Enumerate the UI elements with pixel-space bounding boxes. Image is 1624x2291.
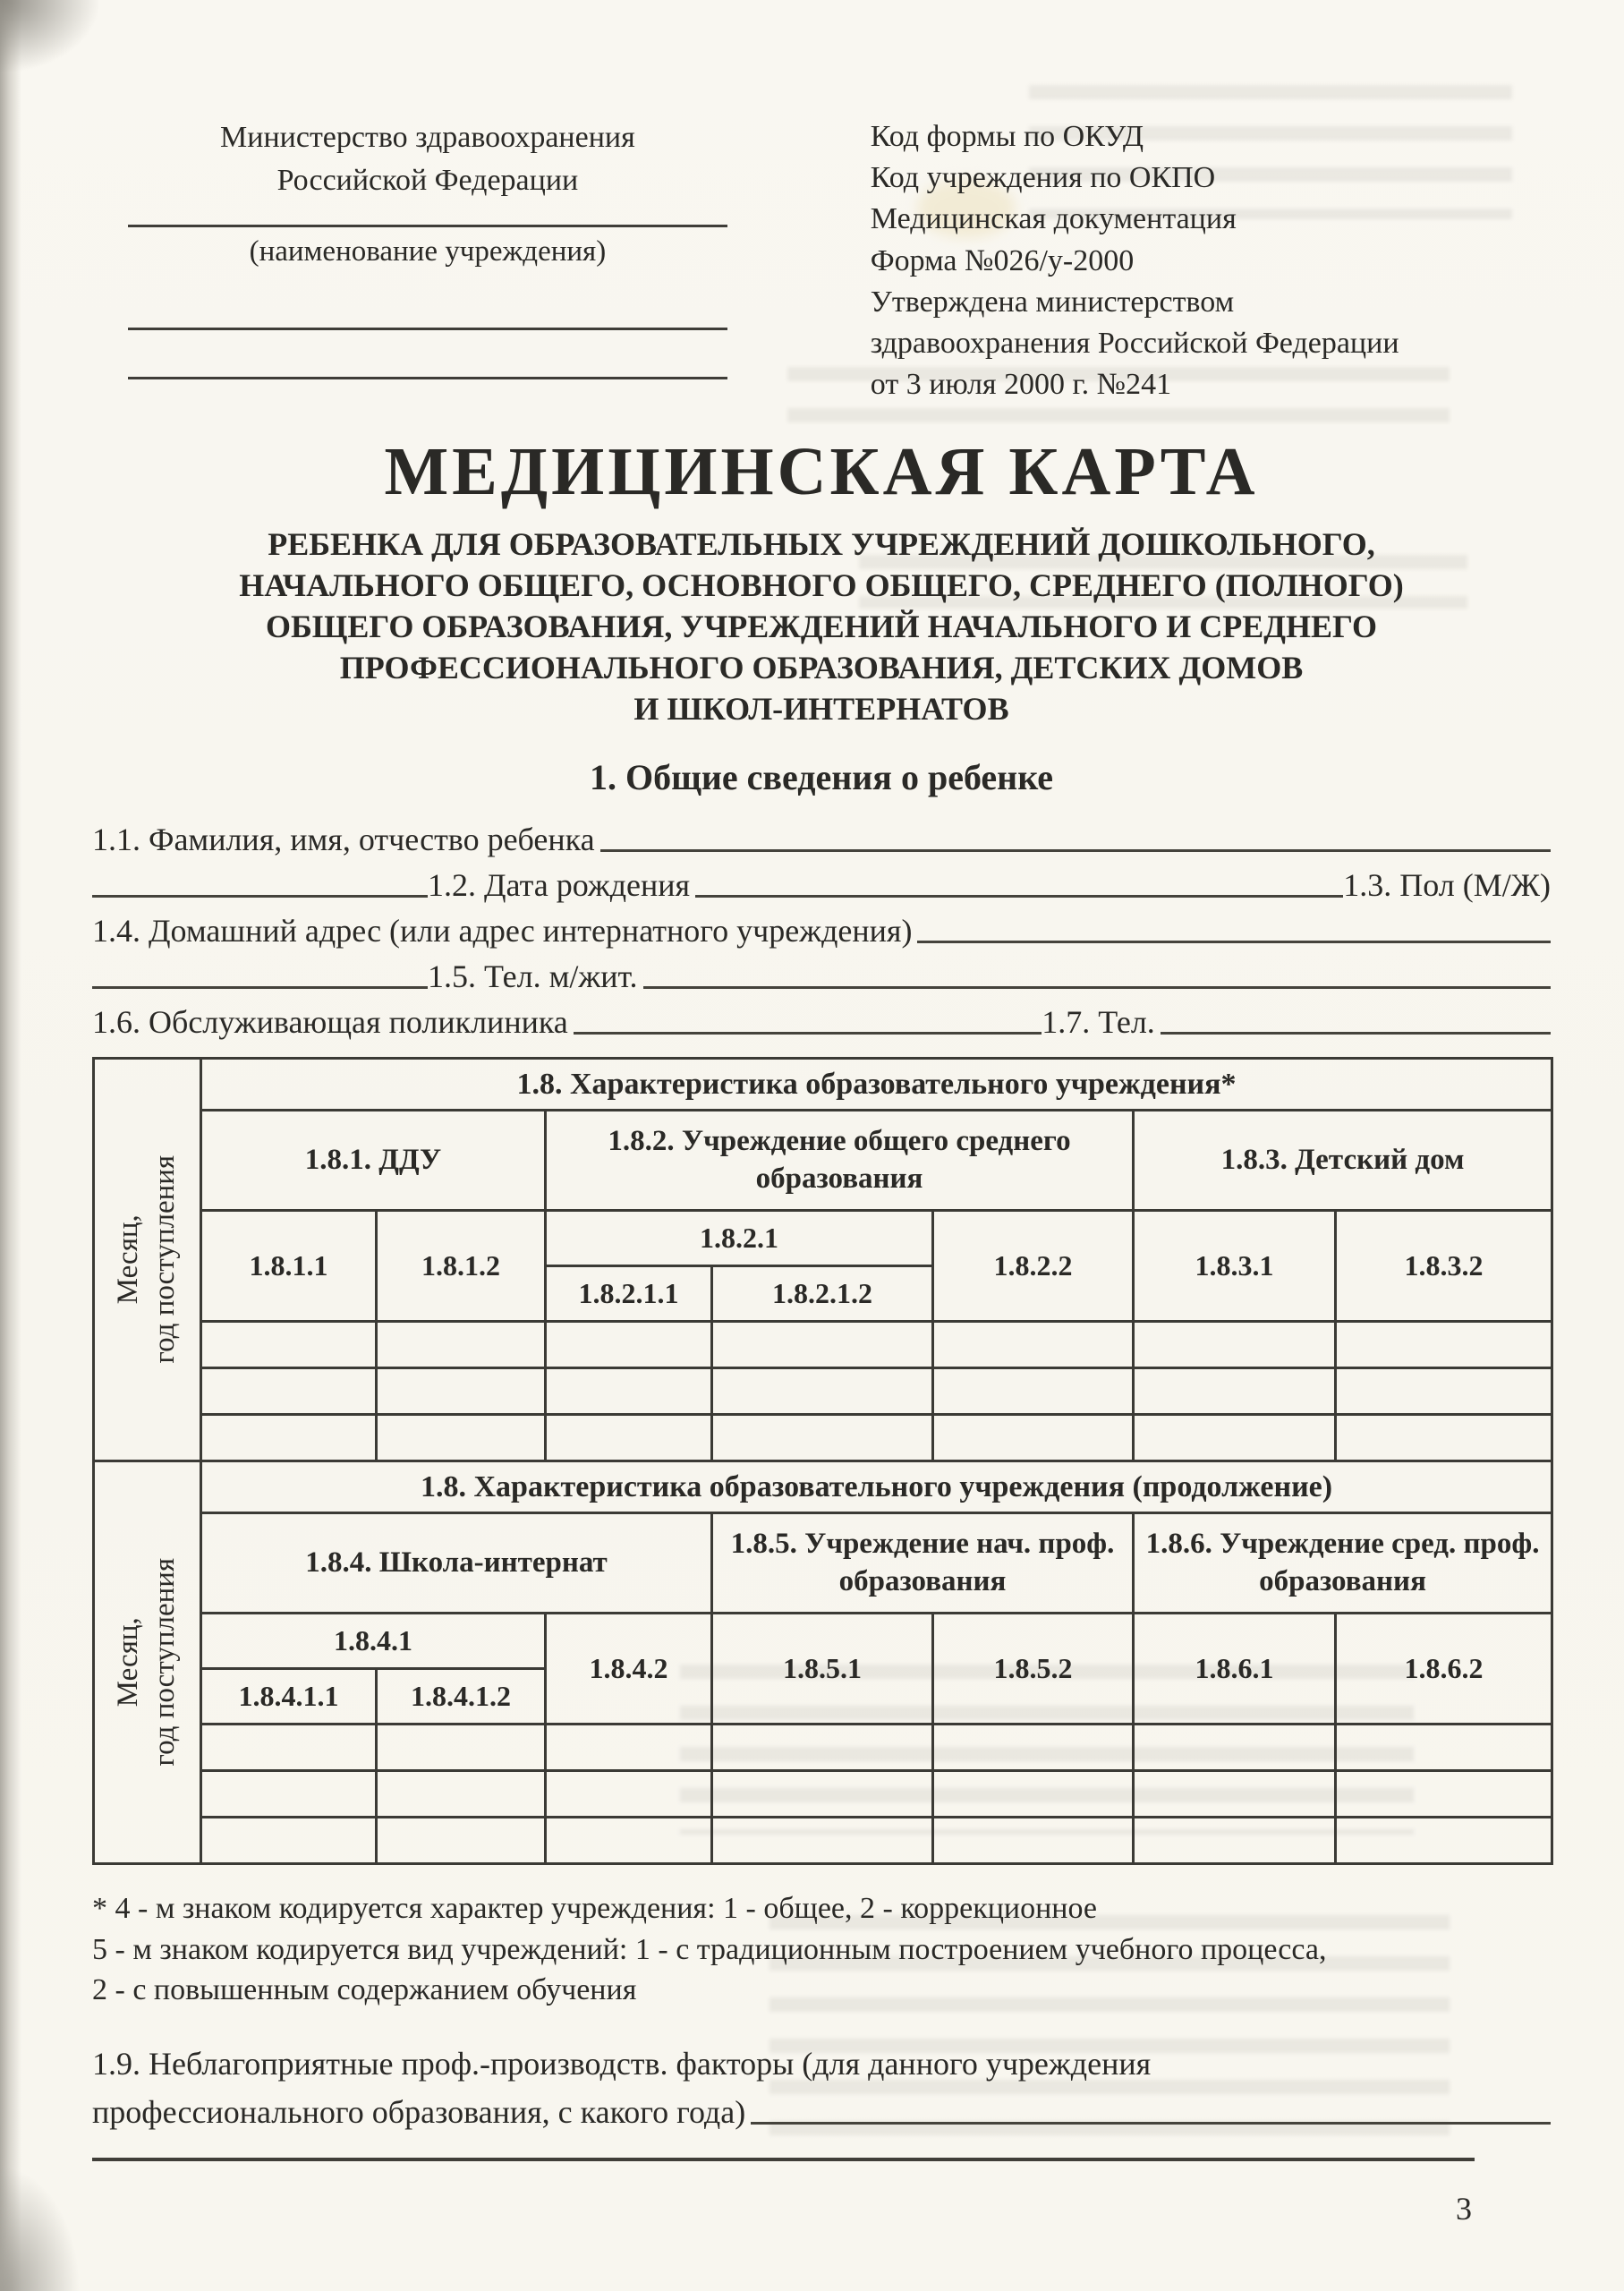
side-label-line2: год поступления xyxy=(149,1558,182,1767)
field-row-1-5 xyxy=(92,950,1551,995)
table2-group-primary-vocational: 1.8.5. Учреждение нач. проф. образования xyxy=(712,1513,1134,1614)
table2-col-1-8-4-1-1: 1.8.4.1.1 xyxy=(201,1669,377,1725)
empty-cell xyxy=(1336,1725,1552,1771)
empty-cell xyxy=(1134,1771,1336,1818)
code-okud-line: Код формы по ОКУД xyxy=(870,120,1144,153)
field-label-1-2: 1.2. Дата рождения xyxy=(428,867,691,904)
general-info-fields xyxy=(92,813,1551,1041)
table2-empty-row xyxy=(94,1725,1552,1771)
empty-cell xyxy=(1336,1415,1552,1461)
empty-cell xyxy=(377,1322,546,1368)
table1-col-1-8-3-2: 1.8.3.2 xyxy=(1336,1211,1552,1322)
empty-cell xyxy=(546,1322,712,1368)
document-title: МЕДИЦИНСКАЯ КАРТА xyxy=(384,433,1259,509)
scan-corner-curl-bottom xyxy=(0,2166,81,2291)
empty-cell xyxy=(546,1818,712,1864)
empty-cell xyxy=(712,1771,933,1818)
table2-empty-row xyxy=(94,1771,1552,1818)
field-label-1-7: 1.7. Тел. xyxy=(1042,1004,1155,1041)
table1-group-ddu: 1.8.1. ДДУ xyxy=(201,1111,546,1211)
blank-line xyxy=(128,225,727,227)
empty-cell xyxy=(933,1322,1134,1368)
empty-cell xyxy=(546,1415,712,1461)
table1-side-label-cell xyxy=(94,1059,201,1461)
table2-col-1-8-6-2: 1.8.6.2 xyxy=(1336,1614,1552,1725)
table2-col-1-8-4-1-2: 1.8.4.1.2 xyxy=(377,1669,546,1725)
table1-col-1-8-2-1-2: 1.8.2.1.2 xyxy=(712,1266,933,1322)
blank-line xyxy=(643,986,1551,989)
table1-group-orphanage: 1.8.3. Детский дом xyxy=(1134,1111,1552,1211)
empty-cell xyxy=(712,1725,933,1771)
field-label-1-9-line1: 1.9. Неблагоприятные проф.-производств. факторы (для данного учреждения xyxy=(92,2045,1152,2082)
table1-caption: 1.8. Характеристика образовательного учреждения* xyxy=(201,1059,1552,1111)
institution-name-caption: (наименование учреждения) xyxy=(249,234,607,268)
table2-group-boarding-school: 1.8.4. Школа-интернат xyxy=(201,1513,712,1614)
table2-col-1-8-6-1: 1.8.6.1 xyxy=(1134,1614,1336,1725)
table1-side-label xyxy=(95,1060,200,1460)
table2-col-1-8-5-1: 1.8.5.1 xyxy=(712,1614,933,1725)
field-row-1-1 xyxy=(92,813,1551,858)
ministry-line-1: Министерство здравоохранения xyxy=(220,121,635,154)
empty-cell xyxy=(546,1725,712,1771)
side-label-line1: Месяц, xyxy=(112,1214,145,1305)
subtitle-line: ОБЩЕГО ОБРАЗОВАНИЯ, УЧРЕЖДЕНИЙ НАЧАЛЬНОГО И СРЕДНЕГО xyxy=(266,608,1377,644)
page-number: 3 xyxy=(1456,2190,1472,2227)
empty-cell xyxy=(1336,1818,1552,1864)
section-1-heading: 1. Общие сведения о ребенке xyxy=(589,757,1054,798)
empty-cell xyxy=(933,1771,1134,1818)
table2-col-1-8-4-2: 1.8.4.2 xyxy=(546,1614,712,1725)
empty-cell xyxy=(1134,1818,1336,1864)
field-row-1-9-line2 xyxy=(92,2082,1551,2131)
table1-group-secondary: 1.8.2. Учреждение общего среднего образования xyxy=(546,1111,1134,1211)
subtitle-line: НАЧАЛЬНОГО ОБЩЕГО, ОСНОВНОГО ОБЩЕГО, СРЕДНЕГО (ПОЛНОГО) xyxy=(239,566,1404,603)
issuer-block xyxy=(92,79,763,379)
side-label-line2: год поступления xyxy=(149,1155,182,1364)
table2-col-1-8-5-2: 1.8.5.2 xyxy=(933,1614,1134,1725)
table-1-8-characteristics xyxy=(92,1057,1553,1462)
empty-cell xyxy=(201,1322,377,1368)
scan-edge-shadow xyxy=(0,0,21,2291)
empty-cell xyxy=(712,1322,933,1368)
footnote-line: 2 - с повышенным содержанием обучения xyxy=(92,1973,637,2007)
blank-line xyxy=(1161,1032,1551,1035)
side-label-line1: Месяц, xyxy=(112,1617,145,1708)
field-1-9 xyxy=(92,2034,1551,2131)
blank-line xyxy=(917,941,1551,943)
document-subtitle xyxy=(92,524,1551,729)
approved-line-1: Утверждена министерством xyxy=(870,285,1235,319)
form-number-line: Форма №026/у-2000 xyxy=(870,243,1135,277)
empty-cell xyxy=(712,1368,933,1415)
field-row-1-2-1-3 xyxy=(92,858,1551,904)
approved-line-2: здравоохранения Российской Федерации xyxy=(870,327,1399,361)
empty-cell xyxy=(377,1818,546,1864)
table1-col-1-8-1-1: 1.8.1.1 xyxy=(201,1211,377,1322)
blank-line xyxy=(695,895,1343,898)
table2-side-label-cell xyxy=(94,1461,201,1864)
table1-empty-row xyxy=(94,1415,1552,1461)
field-label-1-5: 1.5. Тел. м/жит. xyxy=(428,958,638,995)
empty-cell xyxy=(712,1415,933,1461)
table1-empty-row xyxy=(94,1368,1552,1415)
table2-caption: 1.8. Характеристика образовательного учреждения (продолжение) xyxy=(201,1461,1552,1513)
empty-cell xyxy=(1336,1368,1552,1415)
empty-cell xyxy=(1134,1368,1336,1415)
form-header xyxy=(92,79,1551,406)
empty-cell xyxy=(1336,1771,1552,1818)
scan-corner-curl-top xyxy=(0,0,98,72)
empty-cell xyxy=(201,1725,377,1771)
subtitle-line: РЕБЕНКА ДЛЯ ОБРАЗОВАТЕЛЬНЫХ УЧРЕЖДЕНИЙ ДОШКОЛЬНОГО, xyxy=(268,525,1375,562)
table1-col-1-8-2-1: 1.8.2.1 xyxy=(546,1211,933,1266)
empty-cell xyxy=(546,1368,712,1415)
blank-line xyxy=(92,986,428,989)
medical-documentation-line: Медицинская документация xyxy=(870,202,1237,236)
empty-cell xyxy=(933,1415,1134,1461)
blank-line xyxy=(128,377,727,379)
footnote-line: * 4 - м знаком кодируется характер учреждения: 1 - общее, 2 - коррекционное xyxy=(92,1892,1098,1926)
empty-cell xyxy=(933,1368,1134,1415)
empty-cell xyxy=(377,1415,546,1461)
approved-line-3: от 3 июля 2000 г. №241 xyxy=(870,368,1172,402)
field-row-1-9-line1 xyxy=(92,2034,1551,2082)
table2-empty-row xyxy=(94,1818,1552,1864)
field-label-1-6: 1.6. Обслуживающая поликлиника xyxy=(92,1004,568,1041)
empty-cell xyxy=(546,1771,712,1818)
bottom-divider-line xyxy=(92,2158,1475,2161)
ministry-line-2: Российской Федерации xyxy=(276,164,579,198)
empty-cell xyxy=(201,1368,377,1415)
field-row-1-4 xyxy=(92,904,1551,950)
page-content xyxy=(92,79,1551,2227)
empty-cell xyxy=(377,1725,546,1771)
subtitle-line: И ШКОЛ-ИНТЕРНАТОВ xyxy=(633,690,1009,727)
field-label-1-4: 1.4. Домашний адрес (или адрес интернатного учреждения) xyxy=(92,913,913,950)
empty-cell xyxy=(201,1415,377,1461)
table2-group-secondary-vocational: 1.8.6. Учреждение сред. проф. образования xyxy=(1134,1513,1552,1614)
field-label-1-1: 1.1. Фамилия, имя, отчество ребенка xyxy=(92,822,595,858)
blank-line xyxy=(751,2122,1551,2125)
footnote-line: 5 - м знаком кодируется вид учреждений: 1 - с традиционным построением учебного процесса, xyxy=(92,1932,1327,1966)
table1-col-1-8-3-1: 1.8.3.1 xyxy=(1134,1211,1336,1322)
empty-cell xyxy=(933,1818,1134,1864)
form-codes-block xyxy=(763,79,1551,406)
table1-col-1-8-1-2: 1.8.1.2 xyxy=(377,1211,546,1322)
field-label-1-9-line2: профессионального образования, с какого года) xyxy=(92,2093,746,2130)
table2-col-1-8-4-1: 1.8.4.1 xyxy=(201,1614,546,1669)
empty-cell xyxy=(377,1368,546,1415)
blank-line xyxy=(92,895,428,898)
table-footnote xyxy=(92,1888,1551,2011)
empty-cell xyxy=(377,1771,546,1818)
blank-line xyxy=(574,1032,1042,1035)
field-label-1-3: 1.3. Пол (М/Ж) xyxy=(1343,867,1551,904)
empty-cell xyxy=(1134,1725,1336,1771)
empty-cell xyxy=(933,1725,1134,1771)
table1-col-1-8-2-1-1: 1.8.2.1.1 xyxy=(546,1266,712,1322)
empty-cell xyxy=(1336,1322,1552,1368)
code-okpo-line: Код учреждения по ОКПО xyxy=(870,161,1216,195)
empty-cell xyxy=(1134,1322,1336,1368)
table-1-8-characteristics-continued xyxy=(92,1460,1553,1865)
blank-line xyxy=(128,328,727,330)
blank-line xyxy=(600,849,1551,852)
empty-cell xyxy=(1134,1415,1336,1461)
table1-col-1-8-2-2: 1.8.2.2 xyxy=(933,1211,1134,1322)
subtitle-line: ПРОФЕССИОНАЛЬНОГО ОБРАЗОВАНИЯ, ДЕТСКИХ ДОМОВ xyxy=(339,649,1304,686)
empty-cell xyxy=(201,1818,377,1864)
empty-cell xyxy=(201,1771,377,1818)
table1-empty-row xyxy=(94,1322,1552,1368)
empty-cell xyxy=(712,1818,933,1864)
field-row-1-6-1-7 xyxy=(92,995,1551,1041)
table2-side-label xyxy=(95,1462,200,1862)
